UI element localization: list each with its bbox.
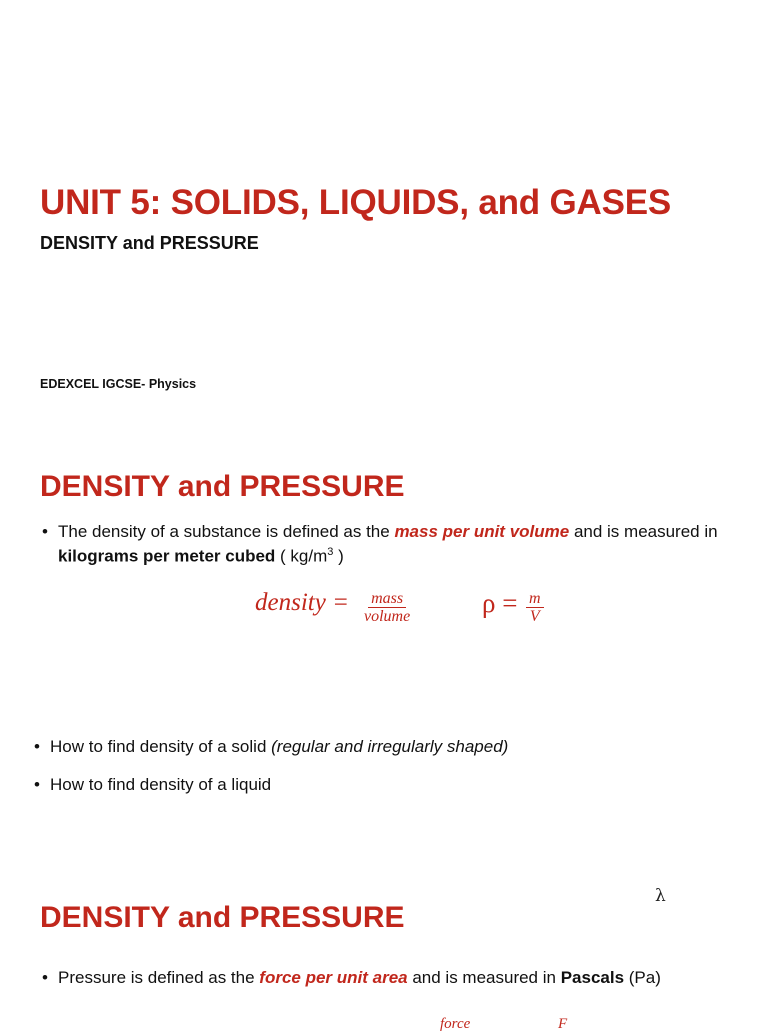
formula-numerator: mass [368, 590, 406, 608]
pressure-formula-symbol: F [558, 1016, 568, 1032]
density-slide [0, 432, 768, 856]
lambda-symbol: λ [655, 886, 666, 906]
density-definition-bullet [42, 521, 738, 567]
formula-denominator: V [529, 608, 540, 625]
pressure-formula-numerator: force [440, 1016, 471, 1032]
unit-close: ) [333, 546, 344, 566]
unit-abbrev: (Pa) [624, 968, 661, 987]
slide-heading: DENSITY and PRESSURE [40, 470, 405, 503]
bullet-text: and is measured in [407, 968, 561, 987]
bullet-text: How to find density of a liquid [50, 775, 272, 794]
bullet-text: and is measured in [569, 522, 718, 541]
formula-numerator: m [526, 590, 544, 608]
formula-fraction [364, 590, 410, 625]
unit-superscript: 3 [327, 546, 334, 558]
course-label: EDEXCEL IGCSE- Physics [40, 377, 197, 391]
unit-open: ( kg/m [275, 546, 328, 566]
unit-name: Pascals [560, 968, 625, 987]
bullet-text: Pressure is defined as the [58, 968, 260, 987]
formula-lhs: ρ = [482, 588, 518, 618]
bullet-note: (regular and irregularly shaped) [271, 737, 509, 756]
formula-lhs: density = [255, 589, 349, 616]
liquid-density-bullet [34, 774, 730, 795]
solid-density-bullet [34, 736, 730, 757]
unit-title: UNIT 5: SOLIDS, LIQUIDS, and GASES [40, 183, 672, 222]
pressure-slide [0, 864, 768, 1032]
emphasis-text: force per unit area [259, 968, 408, 987]
formula-fraction [526, 590, 544, 625]
slide-heading: DENSITY and PRESSURE [40, 901, 405, 934]
unit-subtitle: DENSITY and PRESSURE [40, 233, 259, 253]
bullet-text: How to find density of a solid [50, 737, 272, 756]
bullet-marker: • [42, 968, 48, 987]
unit-name: kilograms per meter cubed [58, 546, 276, 566]
density-word-formula [255, 586, 435, 624]
bullet-marker: • [34, 737, 40, 756]
density-symbol-formula [482, 586, 562, 624]
bullet-marker: • [34, 775, 40, 794]
bullet-marker: • [42, 522, 48, 541]
formula-denominator: volume [364, 608, 411, 625]
emphasis-text: mass per unit volume [394, 522, 570, 541]
bullet-text: The density of a substance is defined as the [58, 522, 395, 541]
pressure-definition-bullet [42, 967, 738, 988]
title-slide [0, 0, 768, 424]
